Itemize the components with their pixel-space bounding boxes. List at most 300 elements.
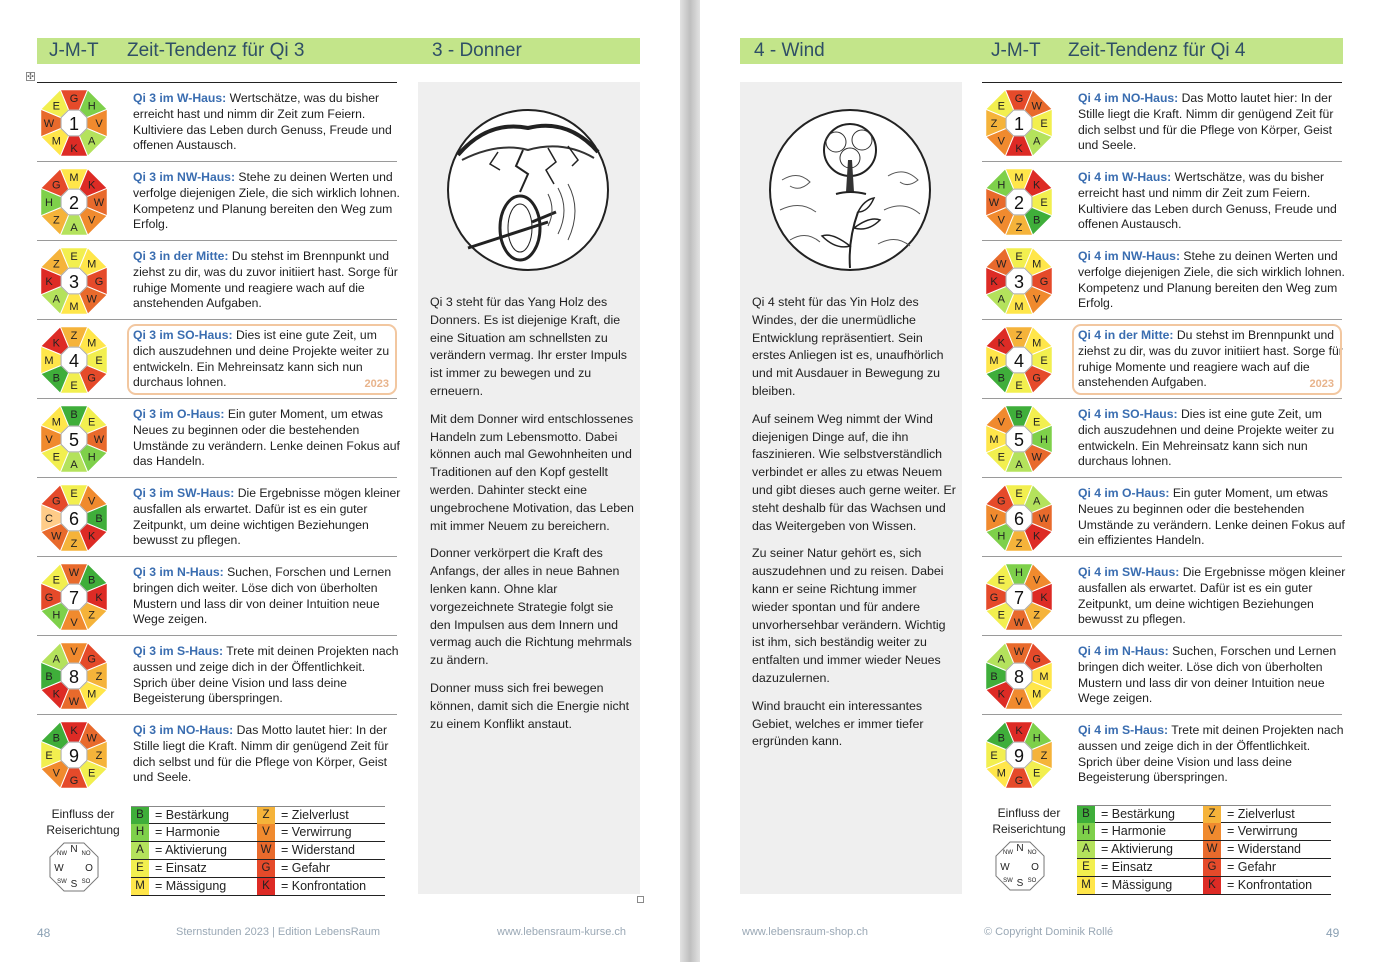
octagon-letter: E bbox=[997, 609, 1005, 622]
legend-label: = Gefahr bbox=[1227, 860, 1276, 874]
octagon-letter: G bbox=[94, 276, 104, 288]
house-text: Dies ist eine gute Zeit, um dich auszudehnen und deine Projekte weiter zu entwickeln. Ein Mehreinsatz kann sich nun durchaus lohnen. bbox=[1078, 407, 1335, 469]
octagon-letter: G bbox=[69, 93, 79, 105]
octagon-letter: E bbox=[1033, 767, 1041, 780]
octagon-letter: E bbox=[1040, 118, 1048, 130]
octagon-letter: Z bbox=[990, 118, 998, 130]
octagon-letter: A bbox=[1015, 459, 1023, 471]
legend-label: = Verwirrung bbox=[1227, 824, 1298, 838]
octagon-letter: Z bbox=[52, 214, 60, 227]
house-description bbox=[1078, 170, 1346, 233]
legend-key: B bbox=[1077, 806, 1095, 823]
octagon-letter: M bbox=[1032, 688, 1042, 701]
legend-key: W bbox=[257, 842, 275, 859]
house-row bbox=[37, 556, 397, 635]
panel-paragraph: Qi 4 steht für das Yin Holz des Windes, der die unermüdliche Entwicklung repräsentiert. Sein erstes Anliegen ist es, unaufhörlich und mit Ausdauer in Bewegung zu bleiben. bbox=[752, 295, 944, 398]
octagon-letter: Z bbox=[88, 609, 96, 622]
house-title: Qi 4 in der Mitte: bbox=[1078, 328, 1174, 342]
octagon-letter: M bbox=[989, 355, 999, 367]
octagon-letter: W bbox=[68, 567, 80, 579]
house-title: Qi 3 im SW-Haus: bbox=[133, 486, 235, 500]
table-move-handle-icon[interactable]: ✣ bbox=[27, 72, 34, 81]
house-title: Qi 4 im S-Haus: bbox=[1078, 723, 1169, 737]
octagon-letter: K bbox=[1033, 530, 1041, 543]
octagon-letter: V bbox=[45, 434, 53, 446]
qi-number: 5 bbox=[68, 430, 80, 450]
legend-item bbox=[1077, 877, 1205, 895]
octagon-letter: W bbox=[1013, 646, 1025, 658]
legend-label: = Konfrontation bbox=[281, 879, 367, 893]
qi-number: 1 bbox=[1013, 114, 1025, 134]
legend-item bbox=[257, 824, 385, 842]
octagon-letter: M bbox=[87, 688, 97, 701]
page-number: 49 bbox=[1326, 926, 1340, 940]
panel-paragraph: Qi 3 steht für das Yang Holz des Donners. Es ist diejenige Kraft, die eine Situation am schnellsten zu verändern vermag. Ihr erster Impuls ist immer zu bewegen und zu erneuern. bbox=[430, 295, 627, 398]
house-text: Suchen, Forschen und Lernen bringen dich weiter. Löse dich von überholten Mustern und lass dir von deiner Intuition neue Wege zeigen. bbox=[1078, 644, 1337, 706]
page-number: 48 bbox=[37, 926, 51, 940]
qi-number: 7 bbox=[68, 588, 80, 608]
octagon-letter: K bbox=[70, 143, 78, 155]
description-panel bbox=[740, 82, 962, 894]
legend-label: = Gefahr bbox=[281, 861, 330, 875]
house-text: Trete mit deinen Projekten nach aussen und zeige dich in der Öffentlichkeit. Sprich über deine Vision und lass deine Begeisterung überspringen. bbox=[133, 644, 399, 706]
legend-key: G bbox=[257, 860, 275, 877]
panel-paragraph: Zu seiner Natur gehört es, sich auszudehnen und zu reisen. Dabei kann er seine Richtung immer wieder spontan und für andere unvorhersehbar verändern. Wichtig ist ihm, sich beständig weiter zu entfalten und immer wieder Neues dazuzulernen. bbox=[752, 546, 946, 685]
panel-paragraph: Donner verkörpert die Kraft des Anfangs, der alles in neue Bahnen lenken kann. Ohne klar vorgezeichnete Strategie folgt sie den Impulsen aus dem Innern und vermag auch die Richtung mehrmals zu ändern. bbox=[430, 546, 632, 668]
compass-direction: NW bbox=[57, 851, 67, 857]
header-trigram: 4 - Wind bbox=[754, 40, 825, 61]
house-row bbox=[982, 319, 1342, 398]
house-row bbox=[982, 556, 1346, 635]
house-description bbox=[1078, 644, 1346, 707]
house-rows bbox=[982, 82, 1346, 793]
octagon-letter: V bbox=[70, 646, 78, 658]
year-stamp bbox=[1072, 324, 1342, 395]
octagon-letter: G bbox=[44, 592, 54, 604]
legend-item bbox=[1077, 823, 1205, 841]
octagon-letter: Z bbox=[1015, 330, 1023, 342]
legend-positive bbox=[1077, 805, 1205, 895]
legend-label: = Widerstand bbox=[1227, 842, 1301, 856]
octagon-letter: G bbox=[52, 495, 61, 508]
octagon-letter: W bbox=[68, 696, 80, 708]
octagon-letter: A bbox=[52, 653, 60, 666]
house-row bbox=[37, 82, 397, 161]
octagon-letter: A bbox=[997, 293, 1005, 306]
octagon-letter: E bbox=[52, 100, 60, 113]
octagon-letter: C bbox=[45, 513, 53, 525]
octagon-letter: G bbox=[1032, 372, 1041, 385]
compass-direction: NO bbox=[1027, 850, 1037, 856]
compass-direction: N bbox=[70, 844, 78, 855]
legend-key: K bbox=[1203, 877, 1221, 894]
legend-item bbox=[131, 842, 259, 860]
compass-direction: O bbox=[1031, 862, 1039, 873]
legend-item bbox=[257, 860, 385, 878]
legend-key: V bbox=[257, 824, 275, 841]
octagon-letter: E bbox=[990, 750, 998, 762]
legend-label: = Bestärkung bbox=[155, 808, 230, 822]
house-description bbox=[133, 723, 401, 786]
octagon-letter: V bbox=[1015, 696, 1023, 708]
bagua-octagon bbox=[982, 165, 1056, 239]
legend-key: H bbox=[131, 824, 149, 841]
bagua-octagon bbox=[37, 165, 111, 239]
octagon-letter: K bbox=[997, 688, 1005, 701]
bagua-octagon bbox=[982, 560, 1056, 634]
octagon-letter: W bbox=[86, 293, 97, 306]
legend-label: = Bestärkung bbox=[1101, 807, 1176, 821]
legend-label: = Zielverlust bbox=[1227, 807, 1295, 821]
compass-direction: S bbox=[1016, 878, 1024, 889]
legend-label: = Mässigung bbox=[1101, 878, 1173, 892]
house-row bbox=[37, 635, 397, 714]
octagon-letter: W bbox=[93, 434, 105, 446]
octagon-letter: W bbox=[988, 197, 1000, 209]
house-description bbox=[1078, 91, 1346, 154]
page-header bbox=[37, 38, 640, 64]
legend-positive bbox=[131, 806, 259, 896]
bagua-octagon bbox=[982, 402, 1056, 476]
house-description bbox=[1078, 565, 1346, 628]
legend-key: B bbox=[131, 807, 149, 824]
compass-direction: NO bbox=[81, 851, 91, 857]
house-text: Die Ergebnisse mögen kleiner ausfallen als erwartet. Dafür ist es ein guter Zeitpunkt, um deine wichtigen Beziehungen bewusst zu pflegen. bbox=[1078, 565, 1346, 627]
octagon-letter: K bbox=[70, 725, 78, 737]
legend-label: = Aktivierung bbox=[155, 843, 227, 857]
octagon-letter: G bbox=[1014, 93, 1024, 105]
compass-direction: SW bbox=[1003, 878, 1013, 884]
compass-direction: W bbox=[54, 863, 64, 874]
qi-number: 4 bbox=[1013, 351, 1025, 371]
legend-item bbox=[1203, 877, 1331, 895]
octagon-letter: E bbox=[70, 488, 78, 500]
house-title: Qi 4 im NW-Haus: bbox=[1078, 249, 1181, 263]
octagon-letter: A bbox=[70, 222, 78, 234]
house-description bbox=[1078, 486, 1346, 549]
octagon-letter: B bbox=[88, 574, 96, 587]
house-title: Qi 4 im NO-Haus: bbox=[1078, 91, 1179, 105]
octagon-letter: E bbox=[1015, 380, 1023, 392]
octagon-letter: M bbox=[87, 337, 97, 350]
footer-publication: Sternstunden 2023 | Edition LebensRaum bbox=[176, 926, 381, 938]
header-title: Zeit-Tendenz für Qi 4 bbox=[1068, 40, 1246, 61]
legend bbox=[37, 806, 437, 896]
year-stamp-label: 2023 bbox=[1309, 378, 1334, 390]
panel-paragraph: Auf seinem Weg nimmt der Wind diejenigen Dinge auf, die ihn faszinieren. Wie selbstverständlich verbindet er alles zu etwas Neuem und gibt dieses auch gerne weiter. Er steht deshalb für das Wachsen und das Weitergeben von Wissen. bbox=[752, 411, 956, 533]
octagon-letter: Z bbox=[70, 538, 78, 550]
qi-number: 4 bbox=[68, 351, 80, 371]
octagon-letter: Z bbox=[1015, 222, 1023, 234]
legend-item bbox=[257, 806, 385, 824]
octagon-letter: E bbox=[1033, 416, 1041, 429]
octagon-letter: H bbox=[1040, 434, 1048, 446]
house-title: Qi 4 im W-Haus: bbox=[1078, 170, 1172, 184]
octagon-letter: M bbox=[989, 434, 999, 446]
qi-number: 1 bbox=[68, 114, 80, 134]
compass-icon bbox=[47, 840, 101, 894]
legend-key: E bbox=[1077, 859, 1095, 876]
octagon-letter: W bbox=[43, 118, 55, 130]
bagua-octagon bbox=[982, 639, 1056, 713]
bagua-octagon bbox=[37, 323, 111, 397]
legend-title: Einfluss der Reiserichtung bbox=[992, 806, 1066, 836]
legend-title: Einfluss der Reiserichtung bbox=[46, 807, 120, 837]
qi-number: 2 bbox=[68, 193, 80, 213]
legend-item bbox=[1077, 805, 1205, 823]
footer-copyright: © Copyright Dominik Rollé bbox=[984, 926, 1114, 938]
legend-item bbox=[1203, 823, 1331, 841]
bagua-octagon bbox=[982, 481, 1056, 555]
house-row bbox=[37, 477, 401, 556]
house-title: Qi 3 im N-Haus: bbox=[133, 565, 224, 579]
octagon-letter: A bbox=[1033, 495, 1041, 508]
house-description bbox=[1078, 723, 1346, 786]
octagon-letter: M bbox=[51, 416, 61, 429]
octagon-letter: A bbox=[52, 293, 60, 306]
header-title: Zeit-Tendenz für Qi 3 bbox=[127, 40, 305, 61]
octagon-letter: K bbox=[52, 688, 60, 701]
qi-number: 2 bbox=[1013, 193, 1025, 213]
octagon-letter: W bbox=[1031, 451, 1042, 464]
legend-key: V bbox=[1203, 823, 1221, 840]
legend-key: Z bbox=[1203, 806, 1221, 823]
legend-label: = Widerstand bbox=[281, 843, 355, 857]
octagon-letter: E bbox=[95, 355, 103, 367]
compass-direction: S bbox=[70, 879, 78, 890]
compass-direction: W bbox=[1000, 862, 1010, 873]
resize-handle-icon[interactable] bbox=[637, 896, 644, 903]
octagon-letter: B bbox=[997, 372, 1005, 385]
house-text: Du stehst im Brennpunkt und ziehst zu dir, was du zuvor initiiert hast. Sorge für ruhige Momente und reagiere wach auf die anstehenden Aufgaben. bbox=[1078, 328, 1343, 390]
qi-number: 9 bbox=[1013, 746, 1025, 766]
octagon-letter: M bbox=[87, 258, 97, 271]
octagon-letter: V bbox=[88, 495, 96, 508]
octagon-letter: K bbox=[990, 276, 998, 288]
house-rows bbox=[37, 82, 401, 793]
house-text: Das Motto lautet hier: In der Stille liegt die Kraft. Nimm dir genügend Zeit für dich selbst und für die Pflege von Körper, Geist und Seele. bbox=[133, 723, 389, 785]
octagon-letter: A bbox=[1033, 135, 1041, 148]
house-description bbox=[1078, 407, 1346, 470]
octagon-letter: K bbox=[1040, 592, 1048, 604]
qi-number: 3 bbox=[68, 272, 80, 292]
bagua-octagon bbox=[37, 639, 111, 713]
octagon-letter: A bbox=[70, 459, 78, 471]
octagon-letter: B bbox=[997, 732, 1005, 745]
compass-direction: NW bbox=[1003, 850, 1013, 856]
legend-negative bbox=[1203, 805, 1331, 895]
octagon-letter: M bbox=[1014, 172, 1024, 184]
compass-direction: SW bbox=[57, 879, 67, 885]
bagua-octagon bbox=[982, 244, 1056, 318]
legend-item bbox=[257, 878, 385, 896]
legend-label: = Zielverlust bbox=[281, 808, 349, 822]
house-row bbox=[37, 240, 397, 319]
octagon-letter: B bbox=[70, 409, 78, 421]
octagon-letter: M bbox=[1039, 671, 1049, 683]
house-text: Wertschätze, was du bisher erreicht hast und nimm dir Zeit zum Feiern. Kultiviere das Leben durch Genuss, Freude und offenen Austausch. bbox=[1078, 170, 1337, 232]
year-stamp bbox=[127, 324, 397, 395]
bagua-octagon bbox=[37, 244, 111, 318]
legend-label: = Aktivierung bbox=[1101, 842, 1173, 856]
octagon-letter: M bbox=[1032, 337, 1042, 350]
house-text: Wertschätze, was du bisher erreicht hast und nimm dir Zeit zum Feiern. Kultiviere das Leben durch Genuss, Freude und offenen Austausch. bbox=[133, 91, 392, 153]
bagua-octagon bbox=[37, 86, 111, 160]
house-title: Qi 4 im O-Haus: bbox=[1078, 486, 1170, 500]
octagon-letter: G bbox=[87, 372, 96, 385]
house-text: Trete mit deinen Projekten nach aussen und zeige dich in der Öffentlichkeit. Sprich über deine Vision und lass deine Begeisterung überspringen. bbox=[1078, 723, 1344, 785]
house-text: Suchen, Forschen und Lernen bringen dich weiter. Löse dich von überholten Mustern und lass dir von deiner Intuition neue Wege zeigen. bbox=[133, 565, 392, 627]
qi-number: 3 bbox=[1013, 272, 1025, 292]
octagon-letter: G bbox=[1039, 276, 1049, 288]
octagon-letter: B bbox=[1015, 409, 1023, 421]
octagon-letter: K bbox=[95, 592, 103, 604]
legend-item bbox=[131, 806, 259, 824]
panel-paragraph: Mit dem Donner wird entschlossenes Handeln zum Lebensmotto. Dabei können auch mal Gewohnheiten und Traditionen auf den Kopf gestellt werden. Dahinter steckt eine ungebrochene Motivation, das Leben mit immer Neuem zu bereichern. bbox=[430, 411, 634, 533]
octagon-letter: Z bbox=[1033, 609, 1041, 622]
octagon-letter: M bbox=[69, 172, 79, 184]
house-title: Qi 3 im NO-Haus: bbox=[133, 723, 234, 737]
house-text: Du stehst im Brennpunkt und ziehst zu dir, was du zuvor initiiert hast. Sorge für ruhige Momente und reagiere wach auf die anstehenden Aufgaben. bbox=[133, 249, 398, 311]
octagon-letter: H bbox=[1015, 567, 1023, 579]
octagon-letter: K bbox=[45, 276, 53, 288]
octagon-letter: M bbox=[1014, 301, 1024, 313]
octagon-letter: Z bbox=[52, 258, 60, 271]
thunder-drum-illustration bbox=[428, 100, 628, 280]
octagon-letter: Z bbox=[70, 330, 78, 342]
octagon-letter: B bbox=[52, 732, 60, 745]
octagon-letter: H bbox=[1032, 732, 1041, 745]
legend-label: = Einsatz bbox=[1101, 860, 1153, 874]
house-row bbox=[37, 714, 397, 793]
octagon-letter: E bbox=[1015, 251, 1023, 263]
octagon-letter: M bbox=[44, 355, 54, 367]
legend-label: = Verwirrung bbox=[281, 825, 352, 839]
footer-url[interactable]: www.lebensraum-kurse.ch bbox=[497, 926, 626, 938]
qi-number: 8 bbox=[1013, 667, 1025, 687]
octagon-letter: W bbox=[1031, 100, 1042, 113]
left-page bbox=[0, 0, 680, 962]
octagon-letter: W bbox=[1038, 513, 1050, 525]
legend-label: = Mässigung bbox=[155, 879, 227, 893]
compass-icon bbox=[993, 839, 1047, 893]
octagon-letter: K bbox=[88, 179, 96, 192]
description-panel bbox=[418, 82, 640, 894]
house-row bbox=[982, 82, 1342, 161]
header-trigram: 3 - Donner bbox=[432, 40, 522, 61]
compass-direction: N bbox=[1016, 843, 1024, 854]
octagon-letter: Z bbox=[95, 671, 103, 683]
octagon-letter: B bbox=[1033, 214, 1041, 227]
legend-item bbox=[1203, 859, 1331, 877]
octagon-letter: K bbox=[52, 337, 60, 350]
house-description bbox=[133, 407, 401, 470]
octagon-letter: G bbox=[52, 179, 61, 192]
house-description bbox=[133, 644, 401, 707]
legend-key: H bbox=[1077, 823, 1095, 840]
octagon-letter: W bbox=[86, 732, 97, 745]
house-row bbox=[37, 398, 400, 477]
footer-url[interactable]: www.lebensraum-shop.ch bbox=[742, 926, 868, 938]
legend-label: = Einsatz bbox=[155, 861, 207, 875]
octagon-letter: V bbox=[990, 513, 998, 525]
octagon-letter: M bbox=[1032, 258, 1042, 271]
octagon-letter: G bbox=[69, 775, 79, 787]
house-title: Qi 3 im W-Haus: bbox=[133, 91, 227, 105]
legend-label: = Konfrontation bbox=[1227, 878, 1313, 892]
legend-item bbox=[1077, 841, 1205, 859]
octagon-letter: G bbox=[1014, 775, 1024, 787]
qi-number: 8 bbox=[68, 667, 80, 687]
legend-key: M bbox=[1077, 877, 1095, 894]
house-description bbox=[1078, 249, 1346, 312]
legend-key: W bbox=[1203, 841, 1221, 858]
qi-number: 5 bbox=[1013, 430, 1025, 450]
bagua-octagon bbox=[982, 86, 1056, 160]
house-row bbox=[982, 398, 1342, 477]
legend-key: M bbox=[131, 878, 149, 895]
octagon-letter: W bbox=[51, 530, 62, 543]
house-title: Qi 3 in der Mitte: bbox=[133, 249, 229, 263]
house-text: Die Ergebnisse mögen kleiner ausfallen als erwartet. Dafür ist es ein guter Zeitpunkt, um deine wichtigen Beziehungen bewusst zu pflegen. bbox=[133, 486, 401, 548]
legend-item bbox=[131, 878, 259, 896]
house-row bbox=[37, 319, 397, 398]
octagon-letter: H bbox=[997, 530, 1006, 543]
octagon-letter: G bbox=[87, 653, 96, 666]
octagon-letter: E bbox=[88, 416, 96, 429]
house-description bbox=[133, 249, 401, 312]
octagon-letter: G bbox=[997, 495, 1006, 508]
book-gutter bbox=[680, 0, 700, 962]
compass-direction: SO bbox=[1027, 878, 1037, 884]
compass-direction: SO bbox=[81, 879, 91, 885]
octagon-letter: B bbox=[45, 671, 53, 683]
legend-item bbox=[1077, 859, 1205, 877]
octagon-letter: W bbox=[996, 258, 1007, 271]
octagon-letter: B bbox=[95, 513, 103, 525]
bagua-octagon bbox=[37, 560, 111, 634]
qi-number: 7 bbox=[1013, 588, 1025, 608]
legend-negative bbox=[257, 806, 385, 896]
house-title: Qi 3 im SO-Haus: bbox=[133, 328, 233, 342]
octagon-letter: B bbox=[990, 671, 998, 683]
right-page bbox=[700, 0, 1380, 962]
wind-tree-illustration bbox=[750, 100, 950, 280]
octagon-letter: B bbox=[52, 372, 60, 385]
octagon-letter: E bbox=[52, 451, 60, 464]
house-row bbox=[982, 714, 1342, 793]
octagon-letter: E bbox=[45, 750, 53, 762]
octagon-letter: Z bbox=[1040, 750, 1048, 762]
octagon-letter: E bbox=[52, 574, 60, 587]
legend-label: = Harmonie bbox=[155, 825, 220, 839]
octagon-letter: W bbox=[93, 197, 105, 209]
legend-item bbox=[131, 860, 259, 878]
bagua-octagon bbox=[37, 481, 111, 555]
legend bbox=[983, 805, 1380, 895]
octagon-letter: K bbox=[1033, 179, 1041, 192]
house-description bbox=[133, 565, 401, 628]
house-title: Qi 3 im S-Haus: bbox=[133, 644, 224, 658]
panel-paragraph: Donner muss sich frei bewegen können, damit sich die Energie nicht zu einem Konflikt anstaut. bbox=[430, 680, 630, 731]
house-row bbox=[37, 161, 400, 240]
octagon-letter: E bbox=[997, 451, 1005, 464]
legend-key: Z bbox=[257, 807, 275, 824]
octagon-letter: E bbox=[1040, 355, 1048, 367]
house-text: Ein guter Moment, um etwas Neues zu beginnen oder die bestehenden Umstände zu verändern. Lenke deinen Fokus auf das Handeln. bbox=[133, 407, 400, 469]
octagon-letter: K bbox=[997, 337, 1005, 350]
house-description bbox=[133, 170, 401, 233]
